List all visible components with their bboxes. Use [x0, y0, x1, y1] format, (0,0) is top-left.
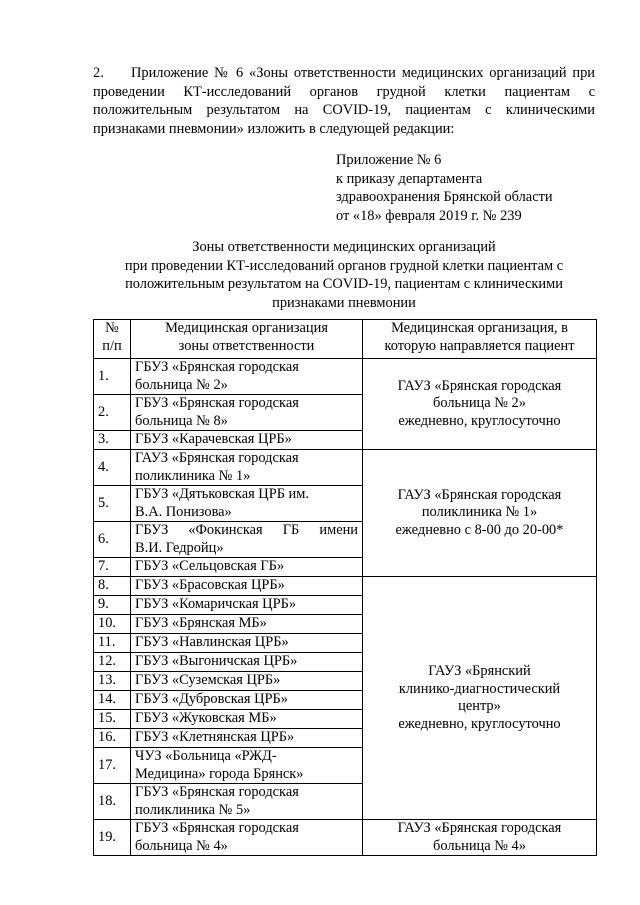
appendix-line: здравоохранения Брянской области: [336, 189, 553, 205]
row-organization: ГБУЗ «Фокинская ГБ имени В.И. Гедройц»: [131, 522, 363, 558]
row-organization: ГБУЗ «Карачевская ЦРБ»: [131, 431, 363, 450]
table-header-row: [94, 320, 597, 359]
row-number: 18.: [94, 784, 131, 820]
row-organization: ГБУЗ «Суземская ЦРБ»: [131, 672, 363, 691]
table-row: [94, 450, 597, 486]
appendix-line: от «18» февраля 2019 г. № 239: [336, 207, 522, 224]
row-organization: ГБУЗ «Брянская МБ»: [131, 615, 363, 634]
row-organization: ГАУЗ «Брянская городская поликлиника № 1»: [131, 450, 363, 486]
row-number: 14.: [94, 691, 131, 710]
row-number: 2.: [94, 395, 131, 431]
row-organization: ЧУЗ «Больница «РЖД- Медицина» города Брянск»: [131, 748, 363, 784]
paragraph-text: Приложение № 6 «Зоны ответственности медицинских организаций при проведении КТ-исследований органов грудной клетки пациентам с положительным результатом на COVID-19, пациентам с клиническими признаками пневмонии» изложить в следующей редакции:: [93, 65, 595, 137]
row-organization: ГБУЗ «Жуковская МБ»: [131, 710, 363, 729]
title-line: положительным результатом на COVID-19, пациентам с клиническими: [125, 276, 563, 292]
row-organization: ГБУЗ «Брянская городская больница № 8»: [131, 395, 363, 431]
row-organization: ГБУЗ «Сельцовская ГБ»: [131, 558, 363, 577]
header-destination: Медицинская организация, в которую направляется пациент: [363, 320, 597, 359]
row-number: 1.: [94, 359, 131, 395]
row-number: 13.: [94, 672, 131, 691]
header-number: № п/п: [94, 320, 131, 359]
amendment-paragraph: [93, 64, 595, 138]
row-organization: ГБУЗ «Комаричская ЦРБ»: [131, 596, 363, 615]
table-row: [94, 577, 597, 596]
row-organization: ГБУЗ «Брянская городская больница № 4»: [131, 820, 363, 856]
row-number: 5.: [94, 486, 131, 522]
destination-group: ГАУЗ «Брянская городская больница № 4»: [363, 820, 597, 856]
destination-group: ГАУЗ «Брянская городская поликлиника № 1» ежедневно с 8-00 до 20-00*: [363, 450, 597, 577]
table-row: [94, 820, 597, 856]
zones-table: [93, 319, 597, 856]
appendix-line: к приказу департамента: [336, 170, 483, 187]
row-number: 15.: [94, 710, 131, 729]
row-organization: ГБУЗ «Дубровская ЦРБ»: [131, 691, 363, 710]
row-number: 19.: [94, 820, 131, 856]
row-number: 16.: [94, 729, 131, 748]
table-row: [94, 359, 597, 395]
header-organization: Медицинская организация зоны ответственности: [131, 320, 363, 359]
row-number: 17.: [94, 748, 131, 784]
row-organization: ГБУЗ «Брасовская ЦРБ»: [131, 577, 363, 596]
document-title: [93, 238, 595, 312]
row-number: 7.: [94, 558, 131, 577]
row-organization: ГБУЗ «Брянская городская поликлиника № 5»: [131, 784, 363, 820]
row-number: 12.: [94, 653, 131, 672]
row-organization: ГБУЗ «Брянская городская больница № 2»: [131, 359, 363, 395]
row-number: 3.: [94, 431, 131, 450]
row-number: 4.: [94, 450, 131, 486]
appendix-line: Приложение № 6: [336, 152, 442, 168]
title-line: признаками пневмонии: [272, 294, 416, 311]
destination-group: ГАУЗ «Брянский клинико-диагностический центр» ежедневно, круглосуточно: [363, 577, 597, 820]
title-line: Зоны ответственности медицинских организаций: [192, 239, 496, 255]
row-organization: ГБУЗ «Навлинская ЦРБ»: [131, 634, 363, 653]
row-organization: ГБУЗ «Дятьковская ЦРБ им. В.А. Понизова»: [131, 486, 363, 522]
title-line: при проведении КТ-исследований органов грудной клетки пациентам с: [124, 257, 564, 274]
row-number: 9.: [94, 596, 131, 615]
row-organization: ГБУЗ «Клетнянская ЦРБ»: [131, 729, 363, 748]
destination-group: ГАУЗ «Брянская городская больница № 2» ежедневно, круглосуточно: [363, 359, 597, 450]
row-number: 10.: [94, 615, 131, 634]
row-number: 6.: [94, 522, 131, 558]
row-number: 8.: [94, 577, 131, 596]
appendix-header: [336, 151, 553, 225]
row-organization: ГБУЗ «Выгоничская ЦРБ»: [131, 653, 363, 672]
row-number: 11.: [94, 634, 131, 653]
paragraph-number: 2.: [93, 65, 104, 81]
